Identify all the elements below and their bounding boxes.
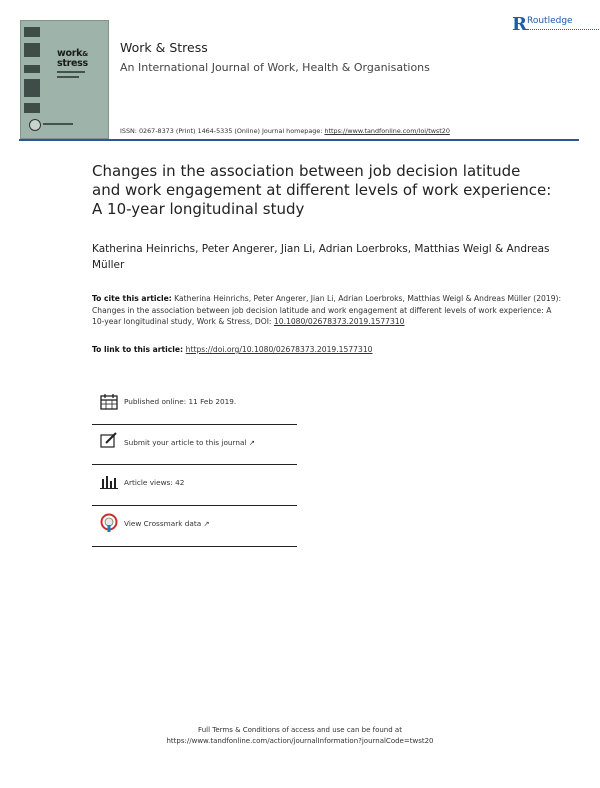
citation-block bbox=[92, 293, 562, 328]
cover-title: work& stress bbox=[57, 48, 88, 69]
cover-seal-icon bbox=[29, 119, 41, 131]
submit-row[interactable] bbox=[98, 432, 298, 452]
info-divider bbox=[92, 464, 297, 465]
info-divider bbox=[92, 424, 297, 425]
journal-name: Work & Stress bbox=[120, 40, 208, 55]
header-divider bbox=[19, 139, 579, 141]
edit-icon bbox=[100, 432, 118, 449]
issn-line: ISSN: 0267-8373 (Print) 1464-5335 (Online) Journal homepage: https://www.tandfonline.com/loi/twst20 bbox=[120, 127, 450, 135]
calendar-icon bbox=[100, 393, 118, 410]
footer-terms: Full Terms & Conditions of access and use can be found at bbox=[198, 726, 402, 734]
crossmark-row[interactable] bbox=[98, 513, 298, 535]
article-authors: Katherina Heinrichs, Peter Angerer, Jian Li, Adrian Loerbroks, Matthias Weigl & Andreas Müller bbox=[92, 243, 550, 271]
citation-text: Katherina Heinrichs, Peter Angerer, Jian Li, Adrian Loerbroks, Matthias Weigl & Andreas Müller (2019): Changes in the association between job decision latitude and work engagement at different levels of work experience: A 10-year longitudinal study, Work & Stress, DOI: bbox=[92, 294, 562, 326]
journal-cover-thumbnail bbox=[20, 20, 109, 139]
article-doi-link[interactable]: https://doi.org/10.1080/02678373.2019.1577310 bbox=[185, 345, 373, 354]
citation-label: To cite this article: bbox=[92, 294, 172, 303]
info-divider bbox=[92, 505, 297, 506]
published-date: Published online: 11 Feb 2019. bbox=[124, 397, 237, 406]
footer-terms-link[interactable]: https://www.tandfonline.com/action/journalInformation?journalCode=twst20 bbox=[166, 737, 434, 745]
crossmark-link[interactable]: View Crossmark data ↗ bbox=[124, 519, 210, 528]
crossmark-icon bbox=[100, 513, 118, 533]
article-views: Article views: 42 bbox=[124, 478, 185, 487]
article-link-line bbox=[92, 345, 372, 354]
journal-homepage-link[interactable]: https://www.tandfonline.com/loi/twst20 bbox=[324, 127, 450, 135]
external-link-icon: ↗ bbox=[248, 438, 255, 447]
citation-doi-link[interactable]: 10.1080/02678373.2019.1577310 bbox=[273, 317, 405, 326]
routledge-r-icon: R bbox=[512, 14, 527, 35]
bar-chart-icon bbox=[100, 474, 118, 489]
views-row bbox=[98, 473, 298, 493]
publisher-tagline bbox=[527, 29, 599, 32]
external-link-icon: ↗ bbox=[203, 519, 210, 528]
publisher-name: Routledge bbox=[527, 16, 573, 26]
journal-subtitle: An International Journal of Work, Health & Organisations bbox=[120, 61, 430, 74]
article-title: Changes in the association between job decision latitude and work engagement at different levels of work experience: A 10-year longitudinal study bbox=[92, 162, 552, 218]
submit-article-link[interactable]: Submit your article to this journal ↗ bbox=[124, 438, 255, 447]
published-row bbox=[98, 393, 298, 413]
info-divider bbox=[92, 546, 297, 547]
link-label: To link to this article: bbox=[92, 345, 186, 354]
